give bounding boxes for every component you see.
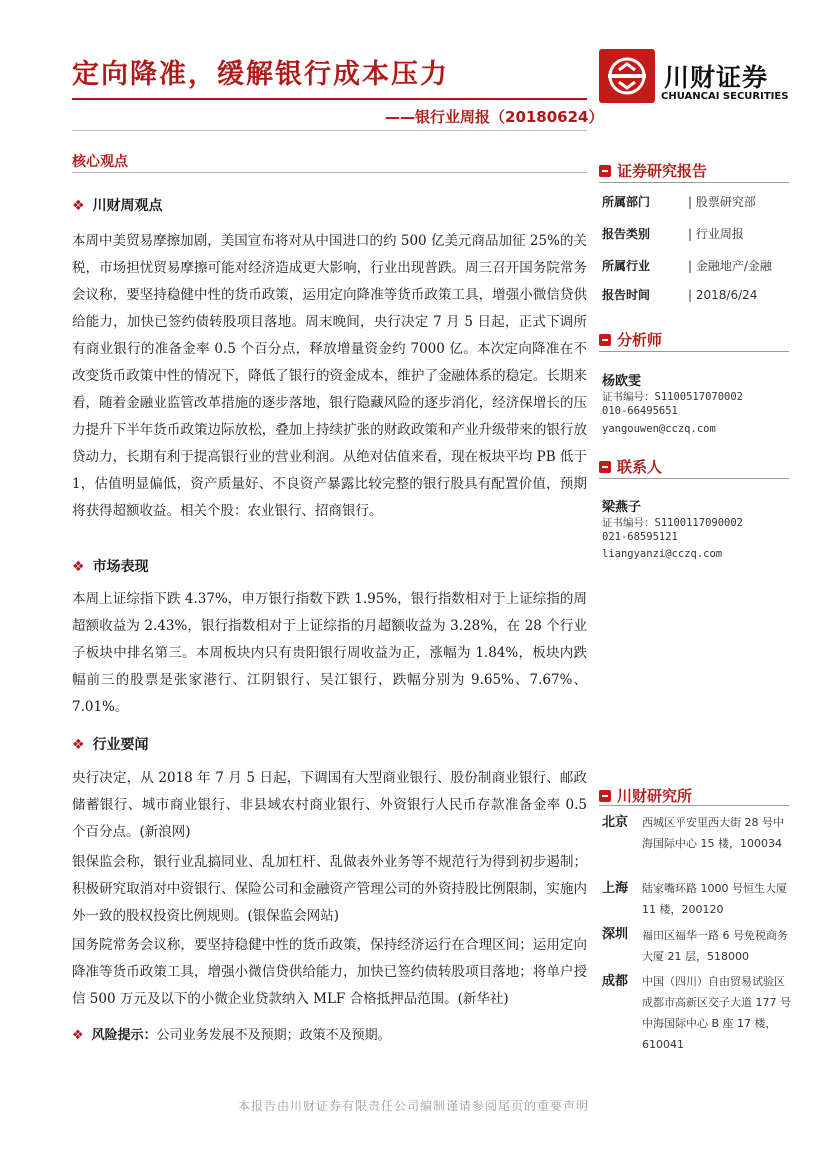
subtitle-divider	[72, 130, 587, 131]
diamond-bullet-icon: ❖	[72, 737, 85, 753]
logo-name-en: CHUANCAI SECURITIES	[661, 91, 789, 102]
info-value: | 2018/6/24	[688, 288, 758, 302]
office-city-shanghai: 上海	[602, 881, 629, 896]
sidebar-divider	[599, 182, 789, 183]
section-marker-icon	[599, 334, 611, 346]
section-heading-text: 川财周观点	[92, 198, 163, 214]
core-divider	[72, 172, 587, 173]
diamond-bullet-icon: ❖	[72, 1028, 84, 1043]
sidebar-institute-heading	[599, 785, 692, 806]
section-marker-icon	[599, 790, 611, 802]
section-heading-text: 市场表现	[92, 559, 149, 575]
office-city-beijing: 北京	[602, 815, 629, 830]
sidebar-divider	[599, 805, 789, 806]
diamond-bullet-icon: ❖	[72, 559, 85, 575]
section-heading-market	[72, 556, 149, 576]
office-address-beijing: 西城区平安里西大街 28 号中海国际中心 15 楼，100034	[642, 816, 784, 850]
analyst-phone: 010-66495651	[602, 405, 678, 417]
section-marker-icon	[599, 461, 611, 473]
title-divider	[72, 98, 587, 100]
info-key: 所属部门	[602, 195, 651, 209]
analyst-cert: 证书编号：S1100517070002	[602, 391, 744, 403]
risk-text: 公司业务发展不及预期；政策不及预期。	[156, 1028, 391, 1043]
sidebar-contact-title: 联系人	[617, 458, 663, 476]
risk-warning	[72, 1024, 391, 1043]
section-marker-icon	[599, 165, 611, 177]
sidebar-analyst-title: 分析师	[617, 331, 663, 349]
sidebar-report-title: 证券研究报告	[617, 162, 708, 180]
analyst-email: yangouwen@cczq.com	[602, 423, 716, 435]
core-view-label: 核心观点	[72, 154, 128, 170]
office-address-shanghai: 陆家嘴环路 1000 号恒生大厦 11 楼，200120	[642, 882, 787, 916]
section-heading-news	[72, 734, 149, 754]
info-row-category	[602, 225, 744, 242]
sidebar-contact-heading	[599, 456, 662, 477]
sidebar-divider	[599, 478, 789, 479]
news-paragraph-3: 国务院常务会议称，要坚持稳健中性的货币政策，保持经济运行在合理区间；运用定向降准等货币政策工具，增强小微信贷供给能力，加快已签约债转股项目落地；将单户授信 500 万元及以下的小微企业贷款纳入 MLF 合格抵押品范围。(新华社)	[72, 937, 587, 1007]
section-heading-text: 行业要闻	[92, 737, 149, 753]
logo-name-cn: 川财证券	[664, 63, 769, 92]
news-paragraph-2: 银保监会称，银行业乱搞同业、乱加杠杆、乱做表外业务等不规范行为得到初步遏制；积极研究取消对中资银行、保险公司和金融资产管理公司的外资持股比例限制，实施内外一致的股权投资比例规则。(银保监会网站)	[72, 854, 587, 924]
logo-mark	[607, 56, 647, 96]
info-row-industry	[602, 257, 772, 274]
sidebar-divider	[599, 351, 789, 352]
weekly-view-paragraph: 本周中美贸易摩擦加剧，美国宣布将对从中国进口的约 500 亿美元商品加征 25%的关税，市场担忧贸易摩擦可能对经济造成更大影响，行业出现普跌。周三召开国务院常务会议称，要坚持稳健中性的货币政策，运用定向降准等货币政策工具，增强小微信贷供给能力，加快已签约债转股项目落地。周末晚间，央行决定 7 月 5 日起，正式下调所有商业银行的准备金率 0.5 个百分点，释放增量资金约 7000 亿。本次定向降准在不改变货币政策中性的情况下，降低了银行的资金成本，维护了金融体系的稳定。长期来看，随着金融业监管改革措施的逐步落地，银行隐藏风险的逐步消化，经济保增长的压力提升下半年货币政策边际放松，叠加上持续扩张的财政政策和产业升级带来的银行放贷动力，长期有利于提高银行业的营业利润。从绝对估值来看，现在板块平均 PB 低于 1，估值明显偏低，资产质量好、不良资产暴露比较完整的银行股具有配置价值，预期将获得超额收益。相关个股：农业银行、招商银行。	[72, 233, 587, 519]
report-title: 定向降准，缓解银行成本压力	[72, 59, 449, 90]
office-city-shenzhen: 深圳	[602, 927, 629, 942]
info-value: | 行业周报	[688, 227, 744, 241]
report-subtitle: ——银行业周报（20180624）	[385, 108, 604, 126]
info-key: 报告类别	[602, 227, 651, 241]
office-address-chengdu: 中国（四川）自由贸易试验区成都市高新区交子大道 177 号中海国际中心 B 座 17 楼，610041	[642, 975, 791, 1051]
contact-name: 梁燕子	[602, 500, 642, 515]
section-heading-weekly-view	[72, 195, 163, 215]
sidebar-analyst-heading	[599, 329, 662, 350]
office-city-chengdu: 成都	[602, 974, 629, 989]
market-paragraph: 本周上证综指下跌 4.37%，申万银行指数下跌 1.95%，银行指数相对于上证综指的周超额收益为 2.43%，银行指数相对于上证综指的月超额收益为 3.28%，在 28 个行业子板块中排名第三。本周板块内只有贵阳银行周收益为正，涨幅为 1.84%，板块内跌幅前三的股票是张家港行、江阴银行、吴江银行，跌幅分别为 9.65%、7.67%、7.01%。	[72, 591, 587, 715]
sidebar-report-heading	[599, 160, 707, 181]
contact-email: liangyanzi@cczq.com	[602, 548, 723, 560]
contact-phone: 021-68595121	[602, 531, 678, 543]
risk-label: 风险提示：	[91, 1028, 157, 1043]
info-value: | 金融地产/金融	[688, 259, 772, 273]
chuancai-logo-icon	[599, 49, 655, 103]
info-key: 所属行业	[602, 259, 651, 273]
info-value: | 股票研究部	[688, 195, 756, 209]
footer-disclaimer: 本报告由川财证券有限责任公司编制谨请参阅尾页的重要声明	[237, 1099, 589, 1113]
info-row-date	[602, 286, 757, 303]
diamond-bullet-icon: ❖	[72, 198, 85, 214]
analyst-name: 杨欧雯	[602, 374, 642, 389]
info-key: 报告时间	[602, 288, 651, 302]
sidebar-institute-title: 川财研究所	[617, 787, 693, 805]
info-row-department	[602, 193, 756, 210]
office-address-shenzhen: 福田区福华一路 6 号免税商务大厦 21 层，518000	[642, 929, 788, 963]
contact-cert: 证书编号：S1100117090002	[602, 517, 744, 529]
news-paragraph-1: 央行决定，从 2018 年 7 月 5 日起，下调国有大型商业银行、股份制商业银行、邮政储蓄银行、城市商业银行、非县域农村商业银行、外资银行人民币存款准备金率 0.5 个百分点。(新浪网)	[72, 770, 587, 840]
